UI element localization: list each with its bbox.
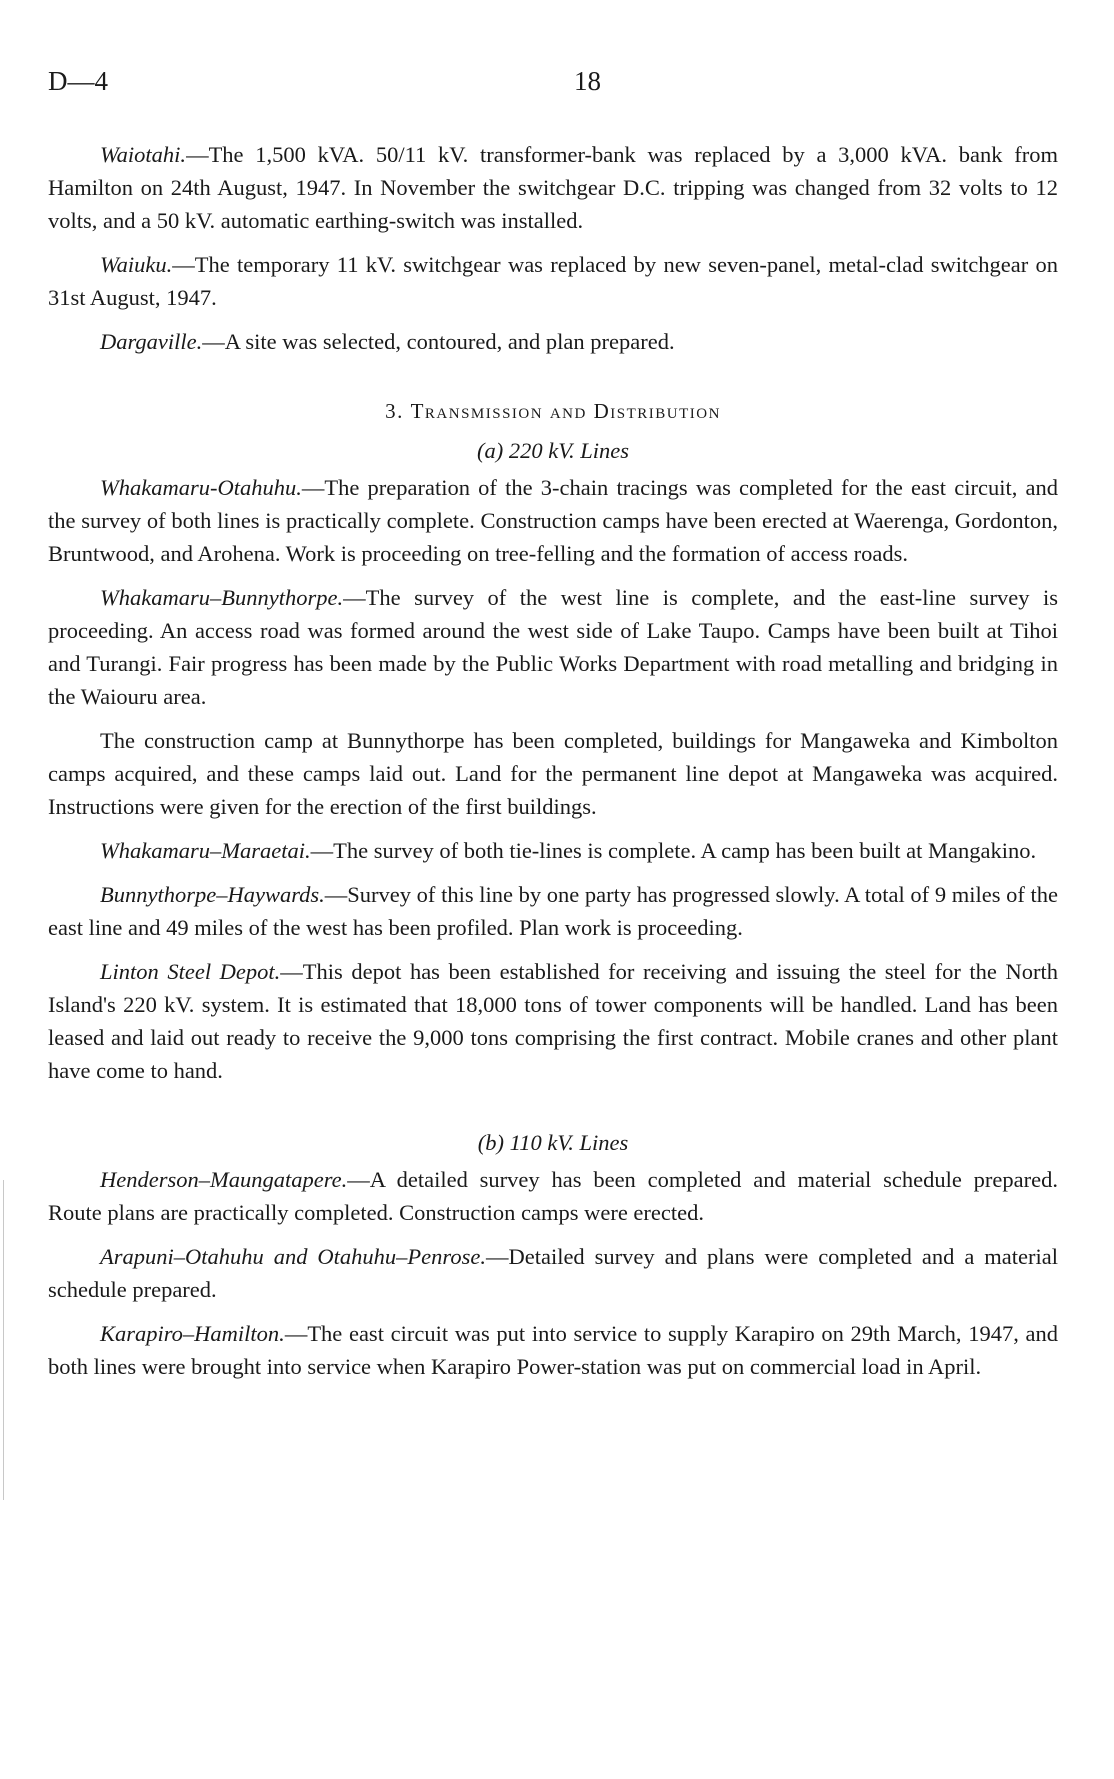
paragraph-title: Bunnythorpe–Haywards. (100, 882, 325, 907)
paragraph-title: Karapiro–Hamilton. (100, 1321, 285, 1346)
paragraph-title: Dargaville. (100, 329, 203, 354)
paragraph-karapiro-hamilton (48, 1317, 1058, 1383)
paragraph-text: —A site was selected, contoured, and plan prepared. (202, 329, 675, 354)
page-body (48, 138, 1058, 1394)
paragraph-waiuku (48, 248, 1058, 314)
paragraph-text: —The east circuit was put into service to supply Karapiro on 29th March, 1947, and both lines were brought into service when Karapiro Power-station was put on commercial load in April. (48, 1321, 1058, 1379)
paragraph-text: —Detailed survey and plans were completed and a material schedule prepared. (48, 1244, 1058, 1302)
paragraph-title: Linton Steel Depot. (100, 959, 281, 984)
paragraph-title: Waiotahi. (100, 142, 187, 167)
paragraph-bunnythorpe-camp (48, 724, 1058, 823)
paragraph-text: The construction camp at Bunnythorpe has been completed, buildings for Mangaweka and Kimbolton camps acquired, and these camps laid out. Land for the permanent line depot at Mangaweka was acquired. Instructions were given for the erection of the first buildings. (48, 728, 1058, 819)
paragraph-title: Whakamaru–Maraetai. (100, 838, 311, 863)
paragraph-title: Arapuni–Otahuhu and Otahuhu–Penrose. (100, 1244, 486, 1269)
paragraph-title: Waiuku. (100, 252, 173, 277)
document-reference: D—4 (48, 66, 108, 96)
paragraph-title: Whakamaru-Otahuhu. (100, 475, 302, 500)
paragraph-text: —The survey of the west line is complete, and the east-line survey is proceeding. An access road was formed around the west side of Lake Taupo. Camps have been built at Tihoi and Turangi. Fair progress has been made by the Public Works Department with road metalling and bridging in the Waiouru area. (48, 585, 1058, 709)
paragraph-text: —The temporary 11 kV. switchgear was replaced by new seven-panel, metal-clad switchgear on 31st August, 1947. (48, 252, 1058, 310)
paragraph-linton-steel-depot (48, 955, 1058, 1087)
subsection-heading-a (48, 434, 1058, 467)
paragraph-dargaville (48, 325, 1058, 358)
page-header (48, 66, 1058, 106)
section-title: Transmission and Distribution (410, 399, 721, 423)
paragraph-text: —This depot has been established for receiving and issuing the steel for the North Island's 220 kV. system. It is estimated that 18,000 tons of tower components will be handled. Land has been leased and laid out ready to receive the 9,000 tons comprising the first contract. Mobile cranes and other plant have come to hand. (48, 959, 1058, 1083)
paragraph-text: —Survey of this line by one party has progressed slowly. A total of 9 miles of the east line and 49 miles of the west has been profiled. Plan work is proceeding. (48, 882, 1058, 940)
paragraph-whakamaru-maraetai (48, 834, 1058, 867)
subsection-title: 220 kV. Lines (508, 438, 630, 463)
paragraph-whakamaru-otahuhu (48, 471, 1058, 570)
paragraph-text: —The 1,500 kVA. 50/11 kV. transformer-bank was replaced by a 3,000 kVA. bank from Hamilton on 24th August, 1947. In November the switchgear D.C. tripping was changed from 32 volts to 12 volts, and a 50 kV. automatic earthing-switch was installed. (48, 142, 1058, 233)
subsection-heading-b (48, 1126, 1058, 1159)
page-number: 18 (574, 66, 601, 96)
paragraph-text: —The preparation of the 3-chain tracings was completed for the east circuit, and the survey of both lines is practically complete. Construction camps have been erected at Waerenga, Gordonton, Bruntwood, and Arohena. Work is proceeding on tree-felling and the formation of access roads. (48, 475, 1058, 566)
paragraph-henderson-maungatapere (48, 1163, 1058, 1229)
section-heading (48, 395, 1058, 428)
paragraph-waiotahi (48, 138, 1058, 237)
section-spacer (48, 1098, 1058, 1126)
paragraph-bunnythorpe-haywards (48, 878, 1058, 944)
paragraph-text: —The survey of both tie-lines is complete. A camp has been built at Mangakino. (310, 838, 1037, 863)
paragraph-arapuni-otahuhu (48, 1240, 1058, 1306)
paragraph-text: —A detailed survey has been completed and material schedule prepared. Route plans are practically completed. Construction camps were erected. (48, 1167, 1058, 1225)
margin-rule (3, 1180, 4, 1500)
subsection-title: 110 kV. Lines (509, 1130, 629, 1155)
paragraph-title: Henderson–Maungatapere. (100, 1167, 348, 1192)
paragraph-title: Whakamaru–Bunnythorpe. (100, 585, 344, 610)
section-number: 3. (385, 399, 404, 423)
subsection-label: (b) (477, 1130, 505, 1155)
paragraph-whakamaru-bunnythorpe (48, 581, 1058, 713)
subsection-label: (a) (476, 438, 504, 463)
